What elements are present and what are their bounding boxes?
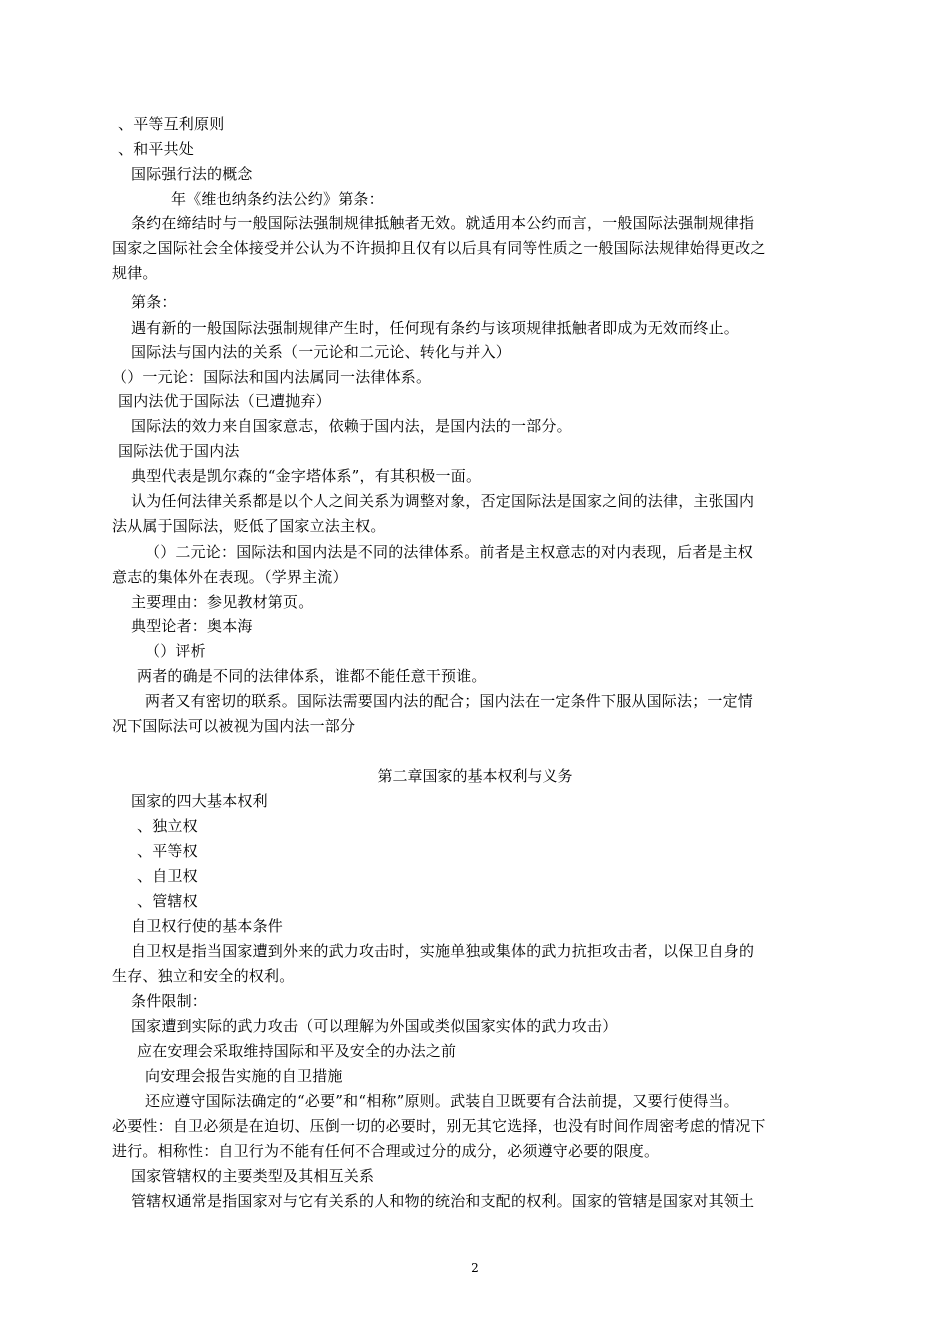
page-number: 2 <box>471 1261 479 1275</box>
text-line: 国际法优于国内法 <box>118 442 240 460</box>
paragraph-line: 规律。 <box>112 264 158 282</box>
paragraph-line: 遇有新的一般国际法强制规律产生时，任何现有条约与该项规律抵触者即成为无效而终止。 <box>131 319 740 337</box>
text-line: 、平等互利原则 <box>118 115 225 133</box>
paragraph-line: 法从属于国际法，贬低了国家立法主权。 <box>112 517 386 535</box>
section-heading: 国际法与国内法的关系（一元论和二元论、转化与并入） <box>131 343 512 361</box>
paragraph-line: 况下国际法可以被视为国内法一部分 <box>112 717 356 735</box>
text-line: （）评析 <box>145 642 206 660</box>
text-line: 第条： <box>131 293 177 311</box>
paragraph-line: 两者又有密切的联系。国际法需要国内法的配合；国内法在一定条件下服从国际法；一定情 <box>145 692 754 710</box>
text-line: 国家遭到实际的武力攻击（可以理解为外国或类似国家实体的武力攻击） <box>131 1017 618 1035</box>
chapter-title: 第二章国家的基本权利与义务 <box>377 767 573 785</box>
text-line: 应在安理会采取维持国际和平及安全的办法之前 <box>137 1042 457 1060</box>
paragraph-line: 管辖权通常是指国家对与它有关系的人和物的统治和支配的权利。国家的管辖是国家对其领土 <box>131 1192 755 1210</box>
paragraph-line: （）二元论：国际法和国内法是不同的法律体系。前者是主权意志的对内表现，后者是主权 <box>145 543 754 561</box>
section-heading: 国家的四大基本权利 <box>131 792 268 810</box>
paragraph-line: 国家之国际社会全体接受并公认为不许损抑且仅有以后具有同等性质之一般国际法规律始得更改之 <box>112 239 766 257</box>
paragraph-line: 国际法的效力来自国家意志，依赖于国内法，是国内法的一部分。 <box>131 417 572 435</box>
section-heading: 自卫权行使的基本条件 <box>131 917 284 935</box>
list-item: 、管辖权 <box>137 892 198 910</box>
section-heading: 国际强行法的概念 <box>131 165 253 183</box>
text-line: 国内法优于国际法（已遭抛弃） <box>118 392 331 410</box>
text-line: 条件限制： <box>131 992 208 1010</box>
list-item: 、平等权 <box>137 842 198 860</box>
paragraph-line: 认为任何法律关系都是以个人之间关系为调整对象，否定国际法是国家之间的法律，主张国内 <box>131 492 755 510</box>
paragraph-line: 典型代表是凯尔森的“金字塔体系”，有其积极一面。 <box>131 467 482 485</box>
list-item: 、独立权 <box>137 817 198 835</box>
paragraph-line: 自卫权是指当国家遭到外来的武力攻击时，实施单独或集体的武力抗拒攻击者，以保卫自身的 <box>131 942 755 960</box>
text-line: 向安理会报告实施的自卫措施 <box>145 1067 343 1085</box>
text-line: 年《维也纳条约法公约》第条： <box>171 190 384 208</box>
text-line: 、和平共处 <box>118 140 195 158</box>
text-line: 典型论者：奥本海 <box>131 617 253 635</box>
paragraph-line: 生存、独立和安全的权利。 <box>112 967 295 985</box>
paragraph-line: 条约在缔结时与一般国际法强制规律抵触者无效。就适用本公约而言，一般国际法强制规律指 <box>131 214 755 232</box>
paragraph-line: 进行。相称性：自卫行为不能有任何不合理或过分的成分，必须遵守必要的限度。 <box>112 1142 660 1160</box>
paragraph-line: 意志的集体外在表现。（学界主流） <box>112 568 348 586</box>
section-heading: 国家管辖权的主要类型及其相互关系 <box>131 1167 375 1185</box>
text-line: （）一元论：国际法和国内法属同一法律体系。 <box>112 368 432 386</box>
paragraph-line: 必要性：自卫必须是在迫切、压倒一切的必要时，别无其它选择，也没有时间作周密考虑的情况下 <box>112 1117 766 1135</box>
text-line: 主要理由：参见教材第页。 <box>131 593 314 611</box>
paragraph-line: 还应遵守国际法确定的“必要”和“相称”原则。武装自卫既要有合法前提，又要行使得当。 <box>145 1092 739 1110</box>
paragraph-line: 两者的确是不同的法律体系，谁都不能任意干预谁。 <box>137 667 487 685</box>
list-item: 、自卫权 <box>137 867 198 885</box>
